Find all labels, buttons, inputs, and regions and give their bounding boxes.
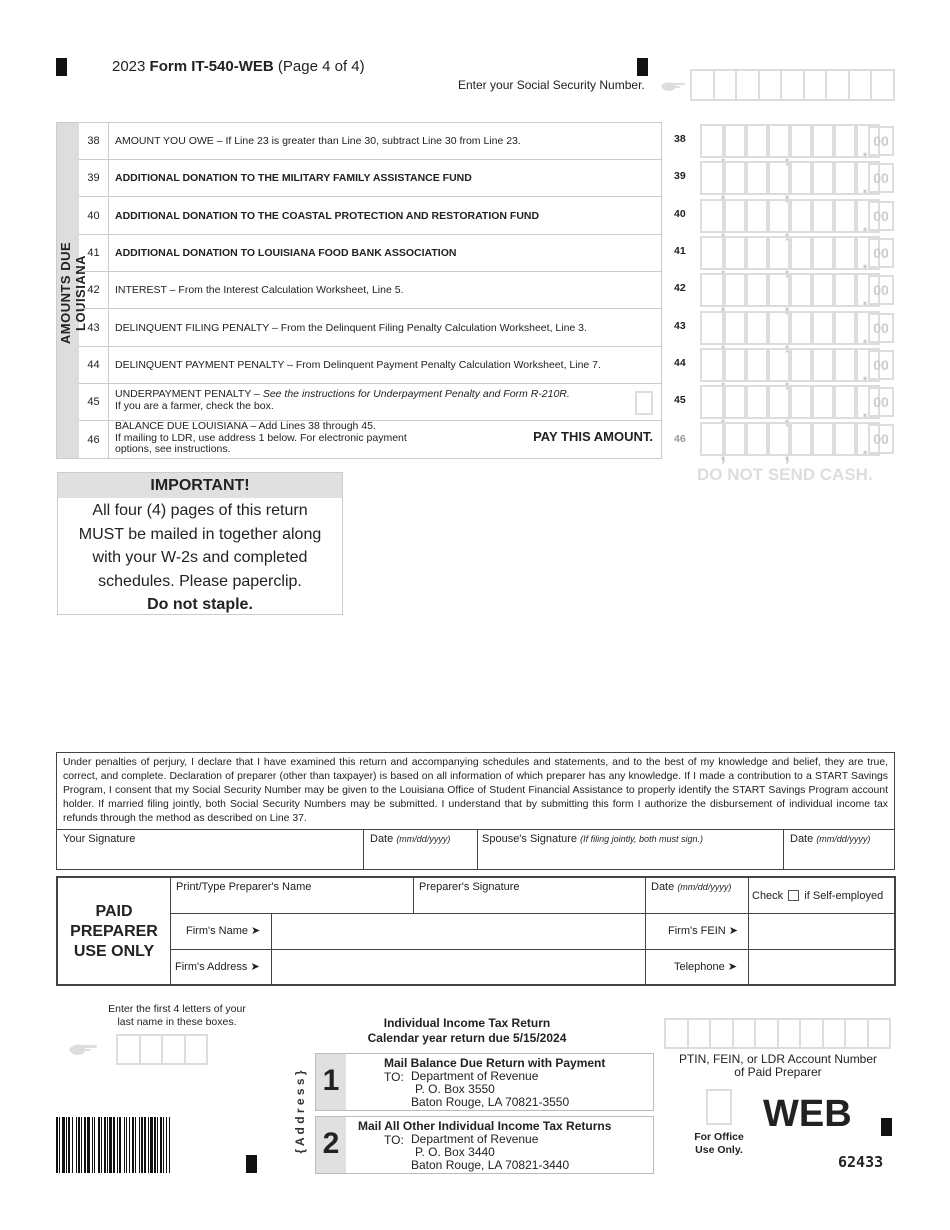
hand-pointer-icon (68, 1041, 98, 1062)
registration-mark-top-left (56, 58, 67, 76)
line-46-row (79, 421, 661, 458)
address-1-box (315, 1053, 654, 1111)
firm-name-label: Firm's Name ➤ (186, 925, 261, 937)
your-signature-date-field[interactable] (365, 847, 475, 869)
form-name: Form IT-540-WEB (149, 58, 274, 75)
form-title (112, 58, 365, 75)
cents-box: 00 (868, 201, 894, 231)
important-line-2: MUST be mailed in together along (78, 525, 322, 543)
line-number: 46 (79, 421, 109, 458)
line-description: UNDERPAYMENT PENALTY – See the instructions for Underpayment Penalty and Form R-210R. If you are a farmer, check the box. (115, 388, 570, 412)
form-year: 2023 (112, 58, 146, 75)
form-code: 62433 (838, 1153, 884, 1171)
line-number: 41 (79, 235, 109, 271)
firm-address-field[interactable] (273, 951, 643, 982)
self-employed-label: Check if Self-employed (752, 890, 884, 902)
amount-line-number: 39 (674, 170, 686, 183)
cents-box: 00 (868, 126, 894, 156)
amount-line-number: 42 (674, 282, 686, 295)
important-line-4: schedules. Please paperclip. (98, 572, 302, 590)
line-38-row (79, 123, 661, 160)
line-44-row (79, 347, 661, 384)
telephone-label: Telephone ➤ (674, 961, 738, 973)
line-number: 38 (79, 123, 109, 159)
side-label: AMOUNTS DUE LOUISIANA (58, 241, 88, 345)
spouse-date-label: Date (mm/dd/yyyy) (790, 833, 871, 845)
address-2-box (315, 1116, 654, 1174)
office-use-box (706, 1089, 732, 1125)
preparer-signature-field[interactable] (415, 894, 643, 912)
farmer-checkbox[interactable] (635, 391, 653, 415)
important-box (57, 472, 343, 615)
firm-address-label: Firm's Address ➤ (175, 961, 260, 973)
preparer-date-label: Date (mm/dd/yyyy) (651, 881, 732, 893)
preparer-date-field[interactable] (647, 894, 746, 912)
telephone-field[interactable] (750, 951, 894, 982)
your-signature-label: Your Signature (63, 833, 136, 845)
firm-name-field[interactable] (273, 915, 643, 947)
address-2-to: TO: (384, 1133, 404, 1147)
line-45-row (79, 384, 661, 421)
pay-this-amount-label: PAY THIS AMOUNT. (533, 429, 653, 445)
last-name-instruction: Enter the first 4 letters of your last name in these boxes. (108, 1003, 246, 1028)
line-description: ADDITIONAL DONATION TO LOUISIANA FOOD BANK ASSOCIATION (115, 246, 457, 259)
preparer-name-field[interactable] (172, 894, 411, 912)
return-title: Individual Income Tax Return Calendar year return due 5/15/2024 (367, 1016, 567, 1045)
address-1-title: Mail Balance Due Return with Payment (384, 1056, 606, 1070)
cents-box: 00 (868, 275, 894, 305)
hand-pointer-icon (660, 79, 686, 98)
amount-line-number: 41 (674, 244, 686, 257)
line-description: DELINQUENT PAYMENT PENALTY – From Delinquent Payment Penalty Calculation Worksheet, Line 7. (115, 358, 601, 371)
ssn-input[interactable] (690, 69, 894, 101)
cents-box: 00 (868, 238, 894, 268)
line-description: ADDITIONAL DONATION TO THE COASTAL PROTECTION AND RESTORATION FUND (115, 209, 540, 222)
cents-box: 00 (868, 350, 894, 380)
your-signature-date-label: Date (mm/dd/yyyy) (370, 833, 451, 845)
important-line-5: Do not staple. (147, 596, 253, 613)
registration-mark-bottom-right (881, 1118, 892, 1136)
line-41-row (79, 235, 661, 272)
line-description: BALANCE DUE LOUISIANA – Add Lines 38 through 45. If mailing to LDR, use address 1 below. For electronic payment options, see instructions. PAY THIS AMOUNT. (115, 420, 653, 456)
address-1-number: 1 (322, 1064, 340, 1097)
cents-box: 00 (868, 387, 894, 417)
ptin-input[interactable] (664, 1018, 890, 1049)
important-line-3: with your W-2s and completed (92, 549, 308, 566)
line-42-row (79, 272, 661, 309)
registration-mark-top-right (637, 58, 648, 76)
spouse-signature-label: Spouse's Signature (If filing jointly, both must sign.) (482, 833, 704, 845)
web-label: WEB (763, 1093, 852, 1135)
declaration-box (56, 752, 895, 870)
line-number: 45 (79, 384, 109, 420)
amount-line-number: 44 (674, 356, 686, 369)
last-name-input[interactable] (116, 1034, 208, 1065)
line-description: DELINQUENT FILING PENALTY – From the Delinquent Filing Penalty Calculation Worksheet, Line 3. (115, 321, 587, 334)
important-title: IMPORTANT! (58, 473, 342, 498)
paid-preparer-box (56, 876, 896, 986)
address-side-label: { A d d r e s s } (293, 1070, 307, 1154)
cents-box: 00 (868, 313, 894, 343)
cents-box: 00 (868, 163, 894, 193)
preparer-name-label: Print/Type Preparer's Name (176, 881, 312, 893)
amount-line-number: 45 (674, 394, 686, 407)
line-number: 44 (79, 347, 109, 383)
barcode-icon (56, 1117, 230, 1178)
paid-preparer-title: PAID PREPARER USE ONLY (70, 903, 158, 960)
amount-line-number: 46 (674, 433, 686, 446)
spouse-date-field[interactable] (785, 847, 893, 869)
form-page: (Page 4 of 4) (277, 58, 365, 75)
spouse-signature-field[interactable] (479, 847, 781, 869)
self-employed-checkbox[interactable] (788, 890, 799, 901)
amount-line-number: 40 (674, 207, 686, 220)
line-description: AMOUNT YOU OWE – If Line 23 is greater than Line 30, subtract Line 30 from Line 23. (115, 135, 521, 147)
ssn-label: Enter your Social Security Number. (458, 78, 645, 92)
office-use-label: For Office Use Only. (694, 1131, 744, 1156)
address-2-lines: Department of Revenue P. O. Box 3440 Baton Rouge, LA 70821-3440 (411, 1132, 570, 1172)
line-description: ADDITIONAL DONATION TO THE MILITARY FAMILY ASSISTANCE FUND (115, 172, 472, 185)
do-not-send-cash: DO NOT SEND CASH. (697, 465, 873, 484)
amounts-due-table (56, 122, 662, 459)
line-40-row (79, 198, 661, 235)
line-number: 39 (79, 160, 109, 196)
cents-box: 00 (868, 424, 894, 454)
amount-line-number: 43 (674, 319, 686, 332)
declaration-text: Under penalties of perjury, I declare that I have examined this return and accompanying schedules and statements, and to the best of my knowledge and belief, they are true, correct, and complete. Declaration of preparer (other than taxpayer) is based on all information of which preparer has any knowledge. If I made a contribution to a START Savings Program, I consent that my Social Security Number may be given to the Louisiana Office of Student Financial Assistance to properly identify the START Savings Program account holder. If married filing jointly, both Social Security Numbers may be submitted. I understand that by submitting this form I authorize the disbursement of individual income tax refunds through the method as described on Line 37. (63, 757, 888, 824)
address-2-title: Mail All Other Individual Income Tax Returns (358, 1119, 612, 1133)
preparer-signature-label: Preparer's Signature (419, 881, 520, 893)
address-1-lines: Department of Revenue P. O. Box 3550 Baton Rouge, LA 70821-3550 (411, 1069, 570, 1109)
line-43-row (79, 310, 661, 347)
line-number: 43 (79, 310, 109, 346)
ptin-label: PTIN, FEIN, or LDR Account Number of Paid Preparer (678, 1052, 878, 1079)
your-signature-field[interactable] (59, 847, 361, 869)
line-number: 40 (79, 198, 109, 234)
firm-fein-label: Firm's FEIN ➤ (668, 925, 738, 937)
line-39-row (79, 160, 661, 197)
important-line-1: All four (4) pages of this return (92, 502, 308, 519)
address-1-to: TO: (384, 1070, 404, 1084)
address-2-number: 2 (322, 1127, 340, 1160)
amount-line-number: 38 (674, 133, 686, 145)
firm-fein-field[interactable] (750, 915, 894, 947)
registration-mark-bottom-barcode (246, 1155, 257, 1173)
line-description: INTEREST – From the Interest Calculation Worksheet, Line 5. (115, 284, 404, 297)
line-number: 42 (79, 272, 109, 308)
